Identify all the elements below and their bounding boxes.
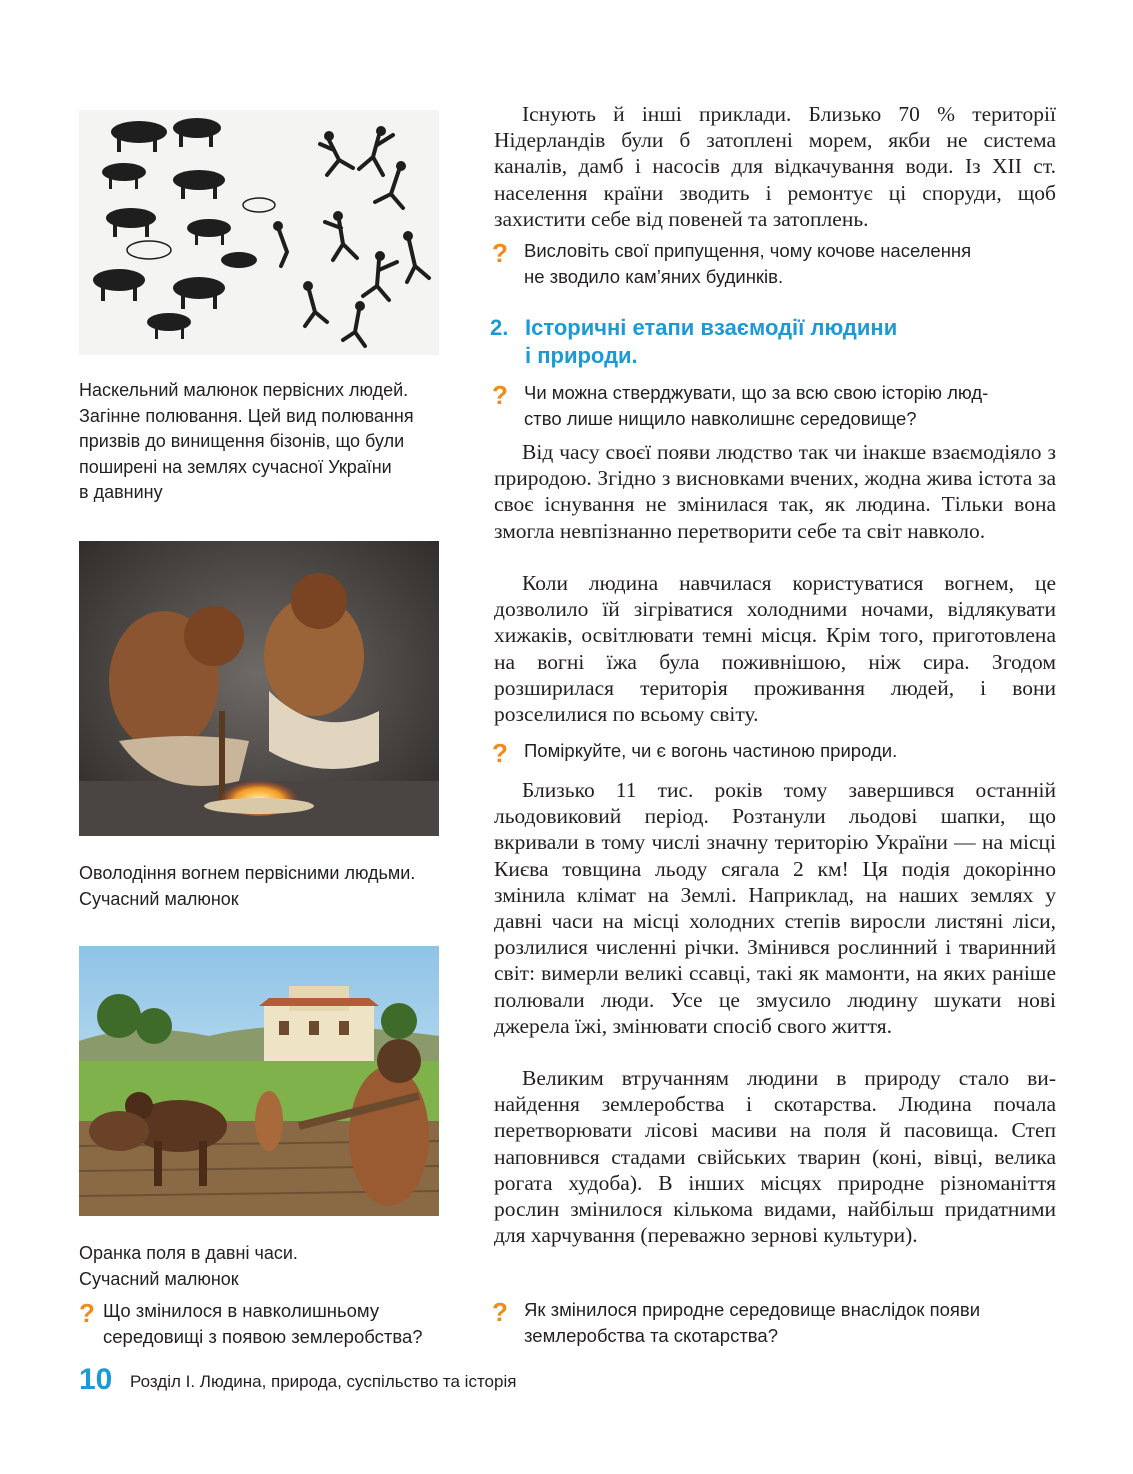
chapter-title: Розділ І. Людина, природа, суспільство та історія xyxy=(130,1372,517,1391)
section-heading-text: Історичні етапи взаємодії людини і природи. xyxy=(525,315,898,368)
question-mark-icon: ? xyxy=(492,738,508,768)
paragraph-ice-age: Близько 11 тис. років тому завершився останній льодовиковий період. Розтанули льодові шапки, що вкривали в тому числі значну територію України — на місці Києва товщина льоду сягала 2 км! Ця подія докорінно змінила клімат на Землі. Наприклад, на наших землях у давні часи на місці холодних степів виросли листяні ліси, розлилися численні річки. Змінився рослинний і тваринний світ: вимерли великі ссавці, такі як мамонти, на яких раніше полювали люди. Усе це змусило людину шукати нові джерела їжі, змінювати спосіб свого життя. xyxy=(494,778,1056,1038)
fire-caption: Оволодіння вогнем первісними людьми. Сучасний малюнок xyxy=(79,863,416,909)
paragraph-farming: Великим втручанням людини в природу стало винайдення землеробства і скотарства. Людина почала перетворювати лісові масиви на поля й пасовища. Степ наповнився стадами свійських тварин (коні, вівці, велика рогата худоба). В інших місцях природне різноманіття рослин змінилося кількома видами, найбільш придатними для харчування (переважно зернові культури). xyxy=(494,1066,1056,1248)
paragraph-netherlands: Існують й інші приклади. Близько 70 % території Нідерландів були б затоплені морем, якби не система каналів, дамб і насосів для відкачування води. Із XII ст. населення країни зводить і ремонтує ці споруди, щоб захистити себе від повеней та затоплень. xyxy=(494,102,1056,231)
question-destroy xyxy=(492,380,1062,432)
section-heading xyxy=(490,314,1050,370)
fire-image xyxy=(79,541,439,836)
question-text: Чи можна стверджувати, що за всю свою історію люд- ство лише нищило навколишнє середовище? xyxy=(524,382,989,429)
question-text: Висловіть свої припущення, чому кочове населення не зводило кам’яних будинків. xyxy=(524,240,972,287)
paragraph-interaction: Від часу своєї появи людство так чи інакше взаємодіяло з природою. Згідно з висновками вчених, жодна жива істота за своє існування не змінилася так, як людина. Тільки вона змогла невпізнанно перетворити себе та світ навколо. xyxy=(494,440,1056,543)
question-fire-nature xyxy=(492,738,1062,768)
paragraph-fire: Коли людина навчилася користуватися вогнем, це дозволило їй зігріватися холодними ночами, відлякувати хижаків, освітлювати темні місця. Крім того, приготовлена на вогні їжа була поживнішою, ніж сира. Згодом розширилася територія проживання людей, і вони розселилися по всьому світу. xyxy=(494,571,1056,727)
question-text: Поміркуйте, чи є вогонь частиною природи. xyxy=(524,740,898,761)
fire-illustration xyxy=(79,541,439,836)
page-number: 10 xyxy=(79,1363,113,1396)
question-farming-left xyxy=(79,1298,459,1350)
section-number: 2. xyxy=(490,315,509,340)
question-mark-icon: ? xyxy=(492,1297,508,1327)
rock-art-illustration xyxy=(79,110,439,355)
plowing-illustration xyxy=(79,946,439,1216)
question-text: Як змінилося природне середовище внаслідок появи землеробства та скотарства? xyxy=(524,1299,981,1346)
question-mark-icon: ? xyxy=(79,1298,95,1328)
plowing-caption: Оранка поля в давні часи. Сучасний малюнок xyxy=(79,1243,298,1289)
question-text: Що змінилося в навколишньому середовищі з появою землеробства? xyxy=(103,1300,423,1347)
question-mark-icon: ? xyxy=(492,380,508,410)
question-farming-right xyxy=(492,1297,1062,1349)
rock-art-image xyxy=(79,110,439,355)
rock-art-caption: Наскельний малюнок первісних людей. Загінне полювання. Цей вид полювання призвів до винищення бізонів, що були поширені на землях сучасної України в давнину xyxy=(79,380,414,502)
plowing-image xyxy=(79,946,439,1216)
question-mark-icon: ? xyxy=(492,238,508,268)
question-nomads xyxy=(492,238,1062,290)
